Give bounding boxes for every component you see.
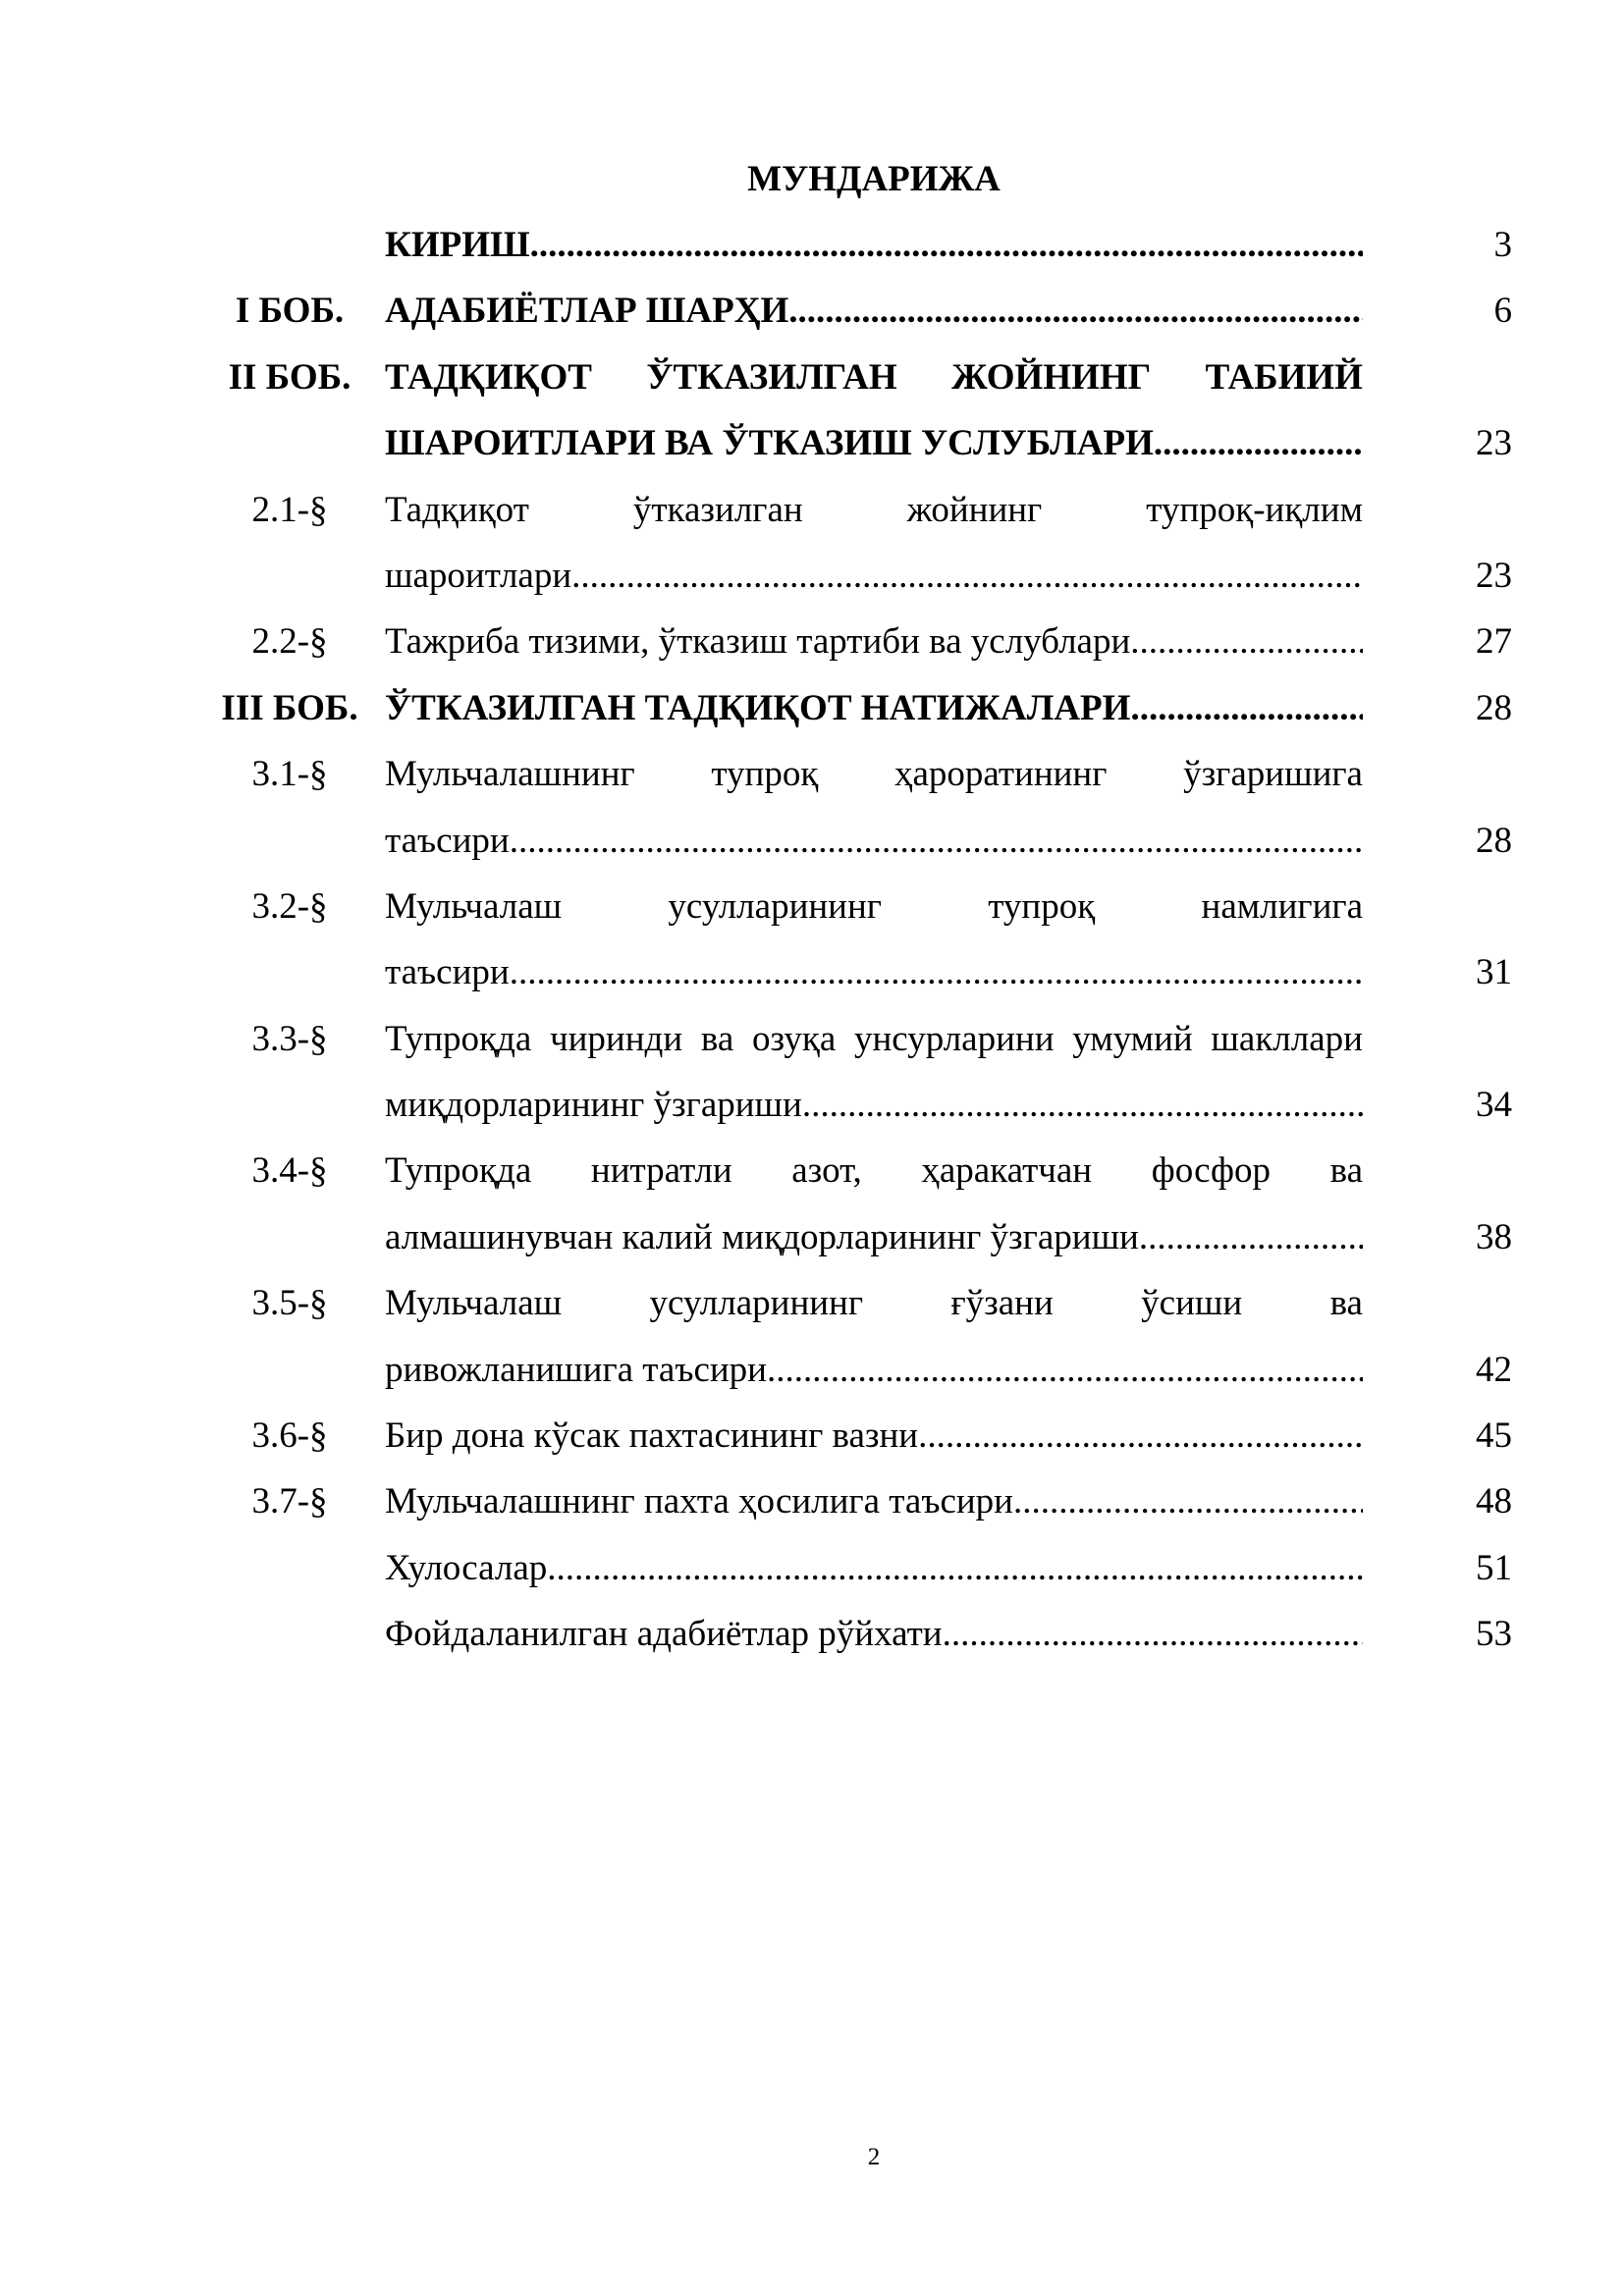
toc-entry-word: унсурларини <box>853 1018 1055 1059</box>
toc-entry-word: жойнинг <box>906 489 1043 530</box>
toc-page-number: 31 <box>1476 952 1512 993</box>
toc-entry-word: Тупроқда <box>385 1018 532 1059</box>
toc-section-number: 3.7-§ <box>251 1481 328 1522</box>
toc-line <box>0 1210 1624 1276</box>
toc-entry-text: шароитлари <box>385 555 572 596</box>
toc-entry-text: КИРИШ <box>385 225 530 265</box>
toc-entry-word: тупроқ-иқлим <box>1146 489 1363 530</box>
toc-line <box>0 945 1624 1011</box>
toc-entry-title <box>385 1474 1363 1529</box>
toc-page-number: 34 <box>1476 1085 1512 1126</box>
dot-leader <box>510 814 1363 869</box>
toc-entry-title <box>385 1409 1363 1464</box>
toc-line <box>0 549 1624 614</box>
toc-entry-text: таъсири <box>385 820 510 861</box>
toc-line <box>0 1343 1624 1409</box>
dot-leader <box>571 549 1363 604</box>
toc-entry-title <box>385 284 1363 339</box>
toc-line <box>0 218 1624 284</box>
toc-entry-title <box>385 681 1363 736</box>
toc-entry-word: озуқа <box>752 1018 837 1059</box>
toc-entry-word: ТАБИИЙ <box>1205 356 1363 398</box>
toc-entry-word: ҳаракатчан <box>921 1150 1093 1192</box>
toc-section-number: 3.3-§ <box>251 1018 328 1059</box>
toc-line <box>0 681 1624 747</box>
toc-entry-word: ЖОЙНИНГ <box>951 356 1152 398</box>
toc-entry-word: ва <box>1329 1150 1363 1192</box>
toc-entry-title <box>385 1012 1363 1067</box>
dot-leader <box>943 1607 1363 1662</box>
footer-page-number: 2 <box>867 2144 881 2170</box>
toc-entry-word: ЎТКАЗИЛГАН <box>646 356 897 398</box>
toc-section-number: II БОБ. <box>228 356 352 398</box>
toc-section-number: 2.1-§ <box>251 489 328 530</box>
toc-entry-word: ўтказилган <box>632 489 803 530</box>
dot-leader <box>788 284 1363 339</box>
toc-entry-word: Тупроқда <box>385 1150 532 1192</box>
dot-leader <box>1013 1474 1363 1529</box>
toc-entry-word: ва <box>1329 1283 1363 1324</box>
toc-line <box>0 1144 1624 1209</box>
toc-line <box>0 1607 1624 1673</box>
toc-section-number: 3.6-§ <box>251 1415 328 1457</box>
toc-entry-word: усулларининг <box>668 885 882 927</box>
toc-entry-text: АДАБИЁТЛАР ШАРҲИ <box>385 291 789 332</box>
toc-entry-title <box>385 1541 1363 1596</box>
toc-line <box>0 350 1624 416</box>
table-of-contents <box>0 218 1624 1674</box>
toc-entry-word: фосфор <box>1151 1150 1271 1192</box>
toc-line <box>0 1409 1624 1474</box>
toc-page-number: 48 <box>1476 1481 1512 1522</box>
toc-entry-title <box>385 483 1363 538</box>
toc-section-number: III БОБ. <box>221 687 358 728</box>
toc-entry-text: миқдорларининг ўзгариши <box>385 1085 802 1126</box>
toc-section-number: 3.2-§ <box>251 885 328 927</box>
toc-entry-word: умумий <box>1072 1018 1193 1059</box>
toc-entry-title <box>385 614 1363 669</box>
toc-entry-text: ШАРОИТЛАРИ ВА ЎТКАЗИШ УСЛУБЛАРИ <box>385 423 1154 464</box>
toc-line <box>0 1276 1624 1342</box>
toc-entry-word: тупроқ <box>988 885 1096 927</box>
toc-page-number: 3 <box>1493 225 1512 265</box>
toc-entry-word: азот, <box>791 1150 862 1192</box>
toc-entry-title <box>385 747 1363 802</box>
dot-leader <box>767 1343 1363 1398</box>
page-title: МУНДАРИЖА <box>747 159 1001 199</box>
dot-leader <box>1139 1210 1363 1265</box>
toc-section-number: 3.5-§ <box>251 1283 328 1324</box>
toc-entry-text: таъсири <box>385 952 510 993</box>
dot-leader <box>510 945 1363 1000</box>
toc-entry-title <box>385 1343 1363 1398</box>
toc-page-number: 23 <box>1476 555 1512 596</box>
toc-page-number: 51 <box>1476 1547 1512 1588</box>
toc-entry-word: ғўзани <box>950 1283 1054 1324</box>
toc-entry-word: ҳароратининг <box>893 754 1108 795</box>
toc-page-number: 38 <box>1476 1216 1512 1257</box>
toc-entry-text: Бир дона кўсак пахтасининг вазни <box>385 1415 919 1457</box>
toc-line <box>0 1474 1624 1540</box>
toc-entry-title <box>385 1276 1363 1331</box>
toc-entry-text: алмашинувчан калий миқдорларининг ўзгариши <box>385 1216 1139 1257</box>
toc-entry-text: Фойдаланилган адабиётлар рўйхати <box>385 1614 943 1655</box>
toc-entry-word: ўсиши <box>1141 1283 1243 1324</box>
toc-entry-word: Мульчалаш <box>385 1283 563 1324</box>
toc-entry-word: ТАДҚИҚОТ <box>385 356 592 398</box>
toc-entry-title <box>385 880 1363 934</box>
toc-entry-word: шакллари <box>1211 1018 1363 1059</box>
toc-page-number: 53 <box>1476 1614 1512 1655</box>
toc-page-number: 27 <box>1476 621 1512 663</box>
toc-entry-text: Мульчалашнинг пахта ҳосилига таъсири <box>385 1481 1013 1522</box>
toc-line <box>0 814 1624 880</box>
dot-leader <box>1130 614 1363 669</box>
toc-entry-title <box>385 218 1363 273</box>
toc-page-number: 28 <box>1476 687 1512 728</box>
toc-section-number: I БОБ. <box>235 291 345 332</box>
toc-entry-title <box>385 1078 1363 1133</box>
toc-entry-word: нитратли <box>590 1150 732 1192</box>
toc-entry-word: чиринди <box>550 1018 683 1059</box>
toc-page-number: 28 <box>1476 820 1512 861</box>
toc-entry-word: Мульчалашнинг <box>385 754 635 795</box>
dot-leader <box>547 1541 1363 1596</box>
toc-entry-title <box>385 416 1363 471</box>
toc-line <box>0 1012 1624 1078</box>
toc-entry-title <box>385 814 1363 869</box>
toc-entry-title <box>385 549 1363 604</box>
toc-line <box>0 483 1624 549</box>
toc-entry-word: тупроқ <box>711 754 819 795</box>
dot-leader <box>918 1409 1363 1464</box>
toc-entry-text: Хулосалар <box>385 1547 548 1588</box>
toc-entry-word: ва <box>700 1018 734 1059</box>
toc-entry-title <box>385 1607 1363 1662</box>
toc-section-number: 3.1-§ <box>251 754 328 795</box>
dot-leader <box>802 1078 1363 1133</box>
toc-line <box>0 1078 1624 1144</box>
toc-line <box>0 880 1624 945</box>
toc-entry-word: ўзгаришига <box>1183 754 1363 795</box>
toc-line <box>0 284 1624 349</box>
toc-page-number: 23 <box>1476 423 1512 464</box>
toc-entry-word: Тадқиқот <box>385 489 529 530</box>
toc-line <box>0 416 1624 482</box>
toc-entry-title <box>385 1210 1363 1265</box>
toc-entry-title <box>385 945 1363 1000</box>
dot-leader <box>530 218 1363 273</box>
toc-section-number: 3.4-§ <box>251 1150 328 1192</box>
toc-line <box>0 747 1624 813</box>
toc-entry-word: усулларининг <box>649 1283 864 1324</box>
toc-entry-text: ривожланишига таъсири <box>385 1349 767 1390</box>
toc-line <box>0 614 1624 680</box>
toc-page-number: 6 <box>1493 291 1512 332</box>
dot-leader <box>1154 416 1363 471</box>
toc-page-number: 42 <box>1476 1349 1512 1390</box>
toc-entry-text: ЎТКАЗИЛГАН ТАДҚИҚОТ НАТИЖАЛАРИ <box>385 687 1131 728</box>
toc-section-number: 2.2-§ <box>251 621 328 663</box>
toc-entry-word: Мульчалаш <box>385 885 563 927</box>
toc-entry-word: намлигига <box>1201 885 1363 927</box>
toc-line <box>0 1541 1624 1607</box>
toc-page-number: 45 <box>1476 1415 1512 1457</box>
toc-entry-title <box>385 350 1363 405</box>
dot-leader <box>1130 681 1363 736</box>
toc-entry-text: Тажриба тизими, ўтказиш тартиби ва услублари <box>385 621 1131 663</box>
toc-entry-title <box>385 1144 1363 1199</box>
